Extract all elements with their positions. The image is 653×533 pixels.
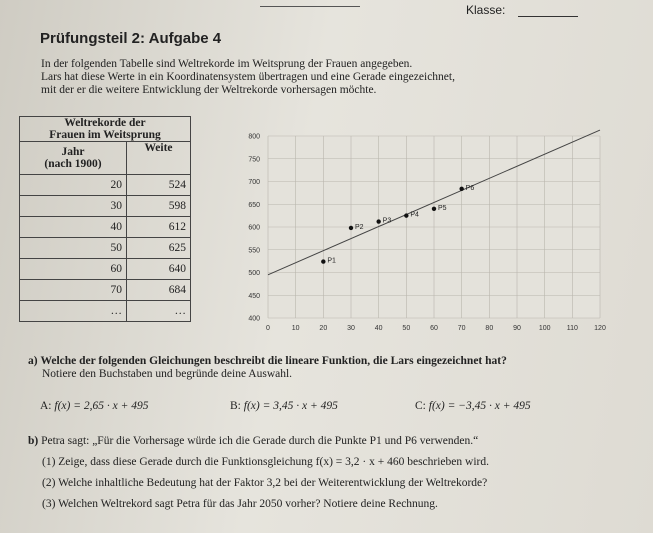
question-a-label: a) <box>28 355 38 367</box>
x-tick-label: 100 <box>538 325 551 332</box>
y-tick-label: 500 <box>248 270 260 277</box>
table-row <box>20 217 191 238</box>
question-a-instruction: Notiere den Buchstaben und begründe deine Auswahl. <box>42 368 293 380</box>
cell-year: 50 <box>20 238 127 259</box>
x-tick-label: 70 <box>457 325 466 332</box>
option-a <box>40 400 148 412</box>
klasse-input-line[interactable] <box>518 16 578 17</box>
question-b-sub-3: (3) Welchen Weltrekord sagt Petra für das Jahr 2050 vorher? Notiere deine Rechnung. <box>42 498 438 510</box>
x-tick-label: 0 <box>266 325 270 332</box>
y-tick-label: 750 <box>248 156 260 164</box>
cell-value: 598 <box>127 196 191 217</box>
cell-value: 640 <box>127 259 191 280</box>
data-point <box>349 226 353 230</box>
question-b-text: Petra sagt: „Für die Vorhersage würde ich die Gerade durch die Punkte P1 und P6 verwenden.“ <box>41 435 479 447</box>
col-header-year-line-1: Jahr <box>61 146 85 158</box>
option-letter: A: <box>40 400 52 412</box>
table-caption-line-1: Weltrekorde der <box>64 117 146 129</box>
cell-year: 60 <box>20 259 127 280</box>
question-b <box>28 435 638 511</box>
point-label: P4 <box>410 211 419 219</box>
y-tick-label: 600 <box>248 224 260 232</box>
option-formula: f(x) = 2,65 · x + 495 <box>54 400 149 412</box>
table-row <box>20 238 191 259</box>
option-formula: f(x) = 3,45 · x + 495 <box>243 400 338 412</box>
x-tick-label: 10 <box>291 325 300 332</box>
data-point <box>404 213 408 217</box>
cell-value: 612 <box>127 217 191 238</box>
option-letter: B: <box>230 400 241 412</box>
table-row <box>20 301 191 322</box>
point-label: P3 <box>382 217 392 225</box>
cell-year: … <box>20 301 127 322</box>
question-b-label: b) <box>28 435 39 447</box>
col-header-year <box>20 142 127 175</box>
data-point <box>376 219 380 223</box>
col-header-year-line-2: (nach 1900) <box>44 158 102 170</box>
cell-year: 70 <box>20 280 127 301</box>
table-caption-line-2: Frauen im Weitsprung <box>49 129 161 141</box>
y-tick-label: 650 <box>248 201 260 209</box>
intro-text <box>41 58 601 97</box>
x-tick-label: 60 <box>430 325 438 332</box>
y-tick-label: 550 <box>248 247 260 255</box>
cell-value: 524 <box>127 175 191 196</box>
question-b-sub-1: (1) Zeige, dass diese Gerade durch die Funktionsgleichung f(x) = 3,2 · x + 460 beschrieben wird. <box>42 456 489 468</box>
klasse-label: Klasse: <box>466 3 506 17</box>
y-tick-label: 400 <box>248 315 260 323</box>
cell-value: … <box>127 301 191 322</box>
x-tick-label: 40 <box>374 325 383 332</box>
world-record-table <box>19 116 191 322</box>
data-point <box>432 207 436 211</box>
option-formula: f(x) = −3,45 · x + 495 <box>428 400 531 412</box>
x-tick-label: 20 <box>319 325 328 332</box>
intro-line-2: Lars hat diese Werte in ein Koordinatensystem übertragen und eine Gerade eingezeichnet, <box>41 71 455 83</box>
cell-year: 20 <box>20 175 127 196</box>
cell-year: 30 <box>20 196 127 217</box>
x-tick-label: 50 <box>402 325 411 332</box>
x-tick-label: 30 <box>347 325 355 332</box>
point-label: P1 <box>327 257 336 265</box>
table-row <box>20 259 191 280</box>
x-tick-label: 120 <box>594 325 606 332</box>
x-tick-label: 90 <box>513 325 521 332</box>
table-row <box>20 175 191 196</box>
table-caption <box>20 117 191 142</box>
table-row <box>20 280 191 301</box>
intro-line-3: mit der er die weitere Entwicklung der Weltrekorde vorhersagen möchte. <box>41 84 377 96</box>
y-tick-label: 450 <box>248 292 260 300</box>
question-a-text: Welche der folgenden Gleichungen beschreibt die lineare Funktion, die Lars eingezeichnet hat? <box>40 355 507 367</box>
y-tick-label: 800 <box>248 133 260 141</box>
data-point <box>459 187 463 191</box>
point-label: P6 <box>465 184 475 192</box>
page-title: Prüfungsteil 2: Aufgabe 4 <box>40 30 222 47</box>
question-a <box>28 355 507 381</box>
option-b <box>230 400 338 412</box>
option-c <box>415 400 531 412</box>
question-b-sub-2: (2) Welche inhaltliche Bedeutung hat der Faktor 3,2 bei der Weiterentwicklung der Weltrekorde? <box>42 477 488 489</box>
data-point <box>321 259 325 263</box>
cell-year: 40 <box>20 217 127 238</box>
y-tick-label: 700 <box>248 179 260 186</box>
header-rule <box>260 6 360 7</box>
x-tick-label: 110 <box>566 325 578 332</box>
intro-line-1: In der folgenden Tabelle sind Weltrekorde im Weitsprung der Frauen angegeben. <box>41 58 413 70</box>
world-record-chart <box>228 128 608 350</box>
x-tick-label: 80 <box>485 325 494 332</box>
table-row <box>20 196 191 217</box>
cell-value: 625 <box>127 238 191 259</box>
point-label: P2 <box>355 223 364 231</box>
point-label: P5 <box>438 204 447 212</box>
col-header-value: Weite <box>127 142 191 175</box>
option-letter: C: <box>415 400 426 412</box>
cell-value: 684 <box>127 280 191 301</box>
